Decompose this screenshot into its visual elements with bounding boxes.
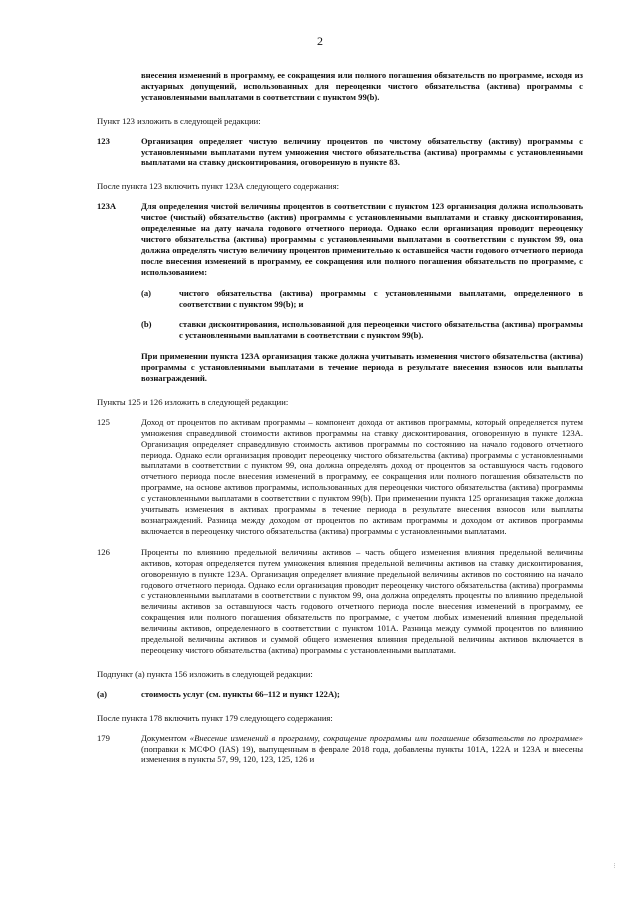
subparagraph-label: (b) (141, 319, 152, 330)
text-start: Документом (141, 732, 187, 743)
amendment-instruction-123a: После пункта 123 включить пункт 123А следующего содержания: (97, 181, 339, 192)
paragraph-number: 126 (97, 546, 110, 557)
subparagraph-label: (a) (141, 287, 152, 298)
paragraph-text: Проценты по влиянию предельной величины активов – часть общего изменения влияния предельной величины активов, которая определяется путем умножения влияния предельной величины активов на ставку дисконтирования, оговоренную в пункте 123А. Организация определяет влияние предельной величины активов по состоянию на начало годового отчетного периода. Однако если организация проводит переоценку чистого обязательства (актива) программы с установленными выплатами в соответствии с пунктом 99, она должна определять проценты по влиянию предельной величины активов за оставшуюся часть годового отчетного периода после внесения изменений в программу, ее сокращения или полного погашения обязательств по программе, с учетом любых изменений влияния предельной величины активов, определенного в соответствии с пунктом 101А. Разница между суммой процентов по влиянию предельной величины активов и суммой общего изменения влияния предельной величины активов включается в переоценку чистого обязательства (актива) программы с установленными выплатами. (141, 546, 583, 655)
amendment-instruction-123: Пункт 123 изложить в следующей редакции: (97, 115, 261, 126)
paragraph-closing-text: При применении пункта 123А организация также должна учитывать изменения чистого обязательства (актива) программы с установленными выплатами в течение периода в результате внесения взносов или выплаты вознаграждений. (141, 351, 583, 384)
scan-edge-mark: ... (611, 862, 620, 869)
paragraph-number: 123А (97, 201, 117, 212)
amendment-instruction-156: Подпункт (а) пункта 156 изложить в следующей редакции: (97, 668, 313, 679)
paragraph-text: Организация определяет чистую величину процентов по чистому обязательству (активу) программы с установленными выплатами путем умножения чистого обязательства (актива) программы с установленными выплатами на ставку дисконтирования, оговоренную в пункте 83. (141, 135, 583, 168)
paragraph-123 (97, 136, 583, 169)
continued-paragraph: внесения изменений в программу, ее сокращения или полного погашения обязательств по программе, исходя из актуарных допущений, использованных для переоценки чистого обязательства (актива) программы с установленными выплатами в соответствии с пунктом 99(b). (141, 70, 583, 102)
paragraph-text (141, 733, 583, 766)
subparagraph-156a (97, 689, 583, 700)
paragraph-126 (97, 547, 583, 656)
amendment-instruction-179: После пункта 178 включить пункт 179 следующего содержания: (97, 712, 333, 723)
subparagraph-label: (a) (97, 688, 108, 699)
subparagraph-a (141, 288, 583, 310)
page-number: 2 (317, 34, 323, 48)
subparagraph-text: стоимость услуг (см. пункты 66–112 и пункт 122А); (141, 688, 340, 699)
subparagraph-b (141, 319, 583, 341)
paragraph-number: 125 (97, 416, 110, 427)
document-title-italic: «Внесение изменений в программу, сокращение программы или погашение обязательств по программе» (189, 732, 583, 743)
paragraph-content (141, 201, 583, 384)
paragraph-text: Для определения чистой величины процентов в соответствии с пунктом 123 организация должна использовать чистое (чистый) обязательство (актив) программы с установленными выплатами и ставку дисконтирования, определенные на дату начала годового отчетного периода. Однако если организация проводит переоценку чистого обязательства (актива) программы с установленными выплатами в соответствии с пунктом 99, она должна определять чистую величину процентов применительно к оставшейся части годового отчетного периода после внесения изменений в программу, ее сокращения или полного погашения обязательств по программе, с использованием: (141, 201, 583, 277)
paragraph-123a (97, 201, 583, 384)
paragraph-number: 123 (97, 135, 110, 146)
paragraph-125 (97, 417, 583, 537)
subparagraph-text: ставки дисконтирования, использованной для переоценки чистого обязательства (актива) программы с установленными выплатами в соответствии с пунктом 99(b). (179, 319, 583, 341)
amendment-instruction-125-126: Пункты 125 и 126 изложить в следующей редакции: (97, 396, 289, 407)
paragraph-number: 179 (97, 732, 110, 743)
paragraph-text: Доход от процентов по активам программы – компонент дохода от активов программы, который определяется путем умножения справедливой стоимости активов программы на ставку дисконтирования, оговоренную в пункте 123А. Организация определяет справедливую стоимость активов программы по состоянию на начало годового отчетного периода. Однако если организация проводит переоценку чистого обязательства (актива) программы с установленными выплатами в соответствии с пунктом 99, она должна определять доход от процентов за оставшуюся часть годового отчетного периода после внесения изменений в программу, ее сокращения или полного погашения обязательств по программе, на основе активов программы, использованных для переоценки чистого обязательства (актива) программы с установленными выплатами в соответствии с пунктом 99(b). При применении пункта 125 организация также должна учитывать изменения в активах программы в течение периода в результате внесения взносов или выплаты вознаграждений. Разница между доходом от процентов по активам программы и доходом от активов программы включается в переоценку чистого обязательства (актива) программы с установленными выплатами. (141, 416, 583, 536)
text-end: (поправки к МСФО (IAS) 19), выпущенным в феврале 2018 года, добавлены пункты 101А, 122А и 123А и внесены изменения в пункты 57, 99, 120, 123, 125, 126 и (141, 743, 583, 765)
paragraph-179 (97, 733, 583, 766)
document-body (97, 70, 583, 765)
subparagraph-text: чистого обязательства (актива) программы с установленными выплатами, определенного в соответствии с пунктом 99(b); и (179, 287, 583, 309)
